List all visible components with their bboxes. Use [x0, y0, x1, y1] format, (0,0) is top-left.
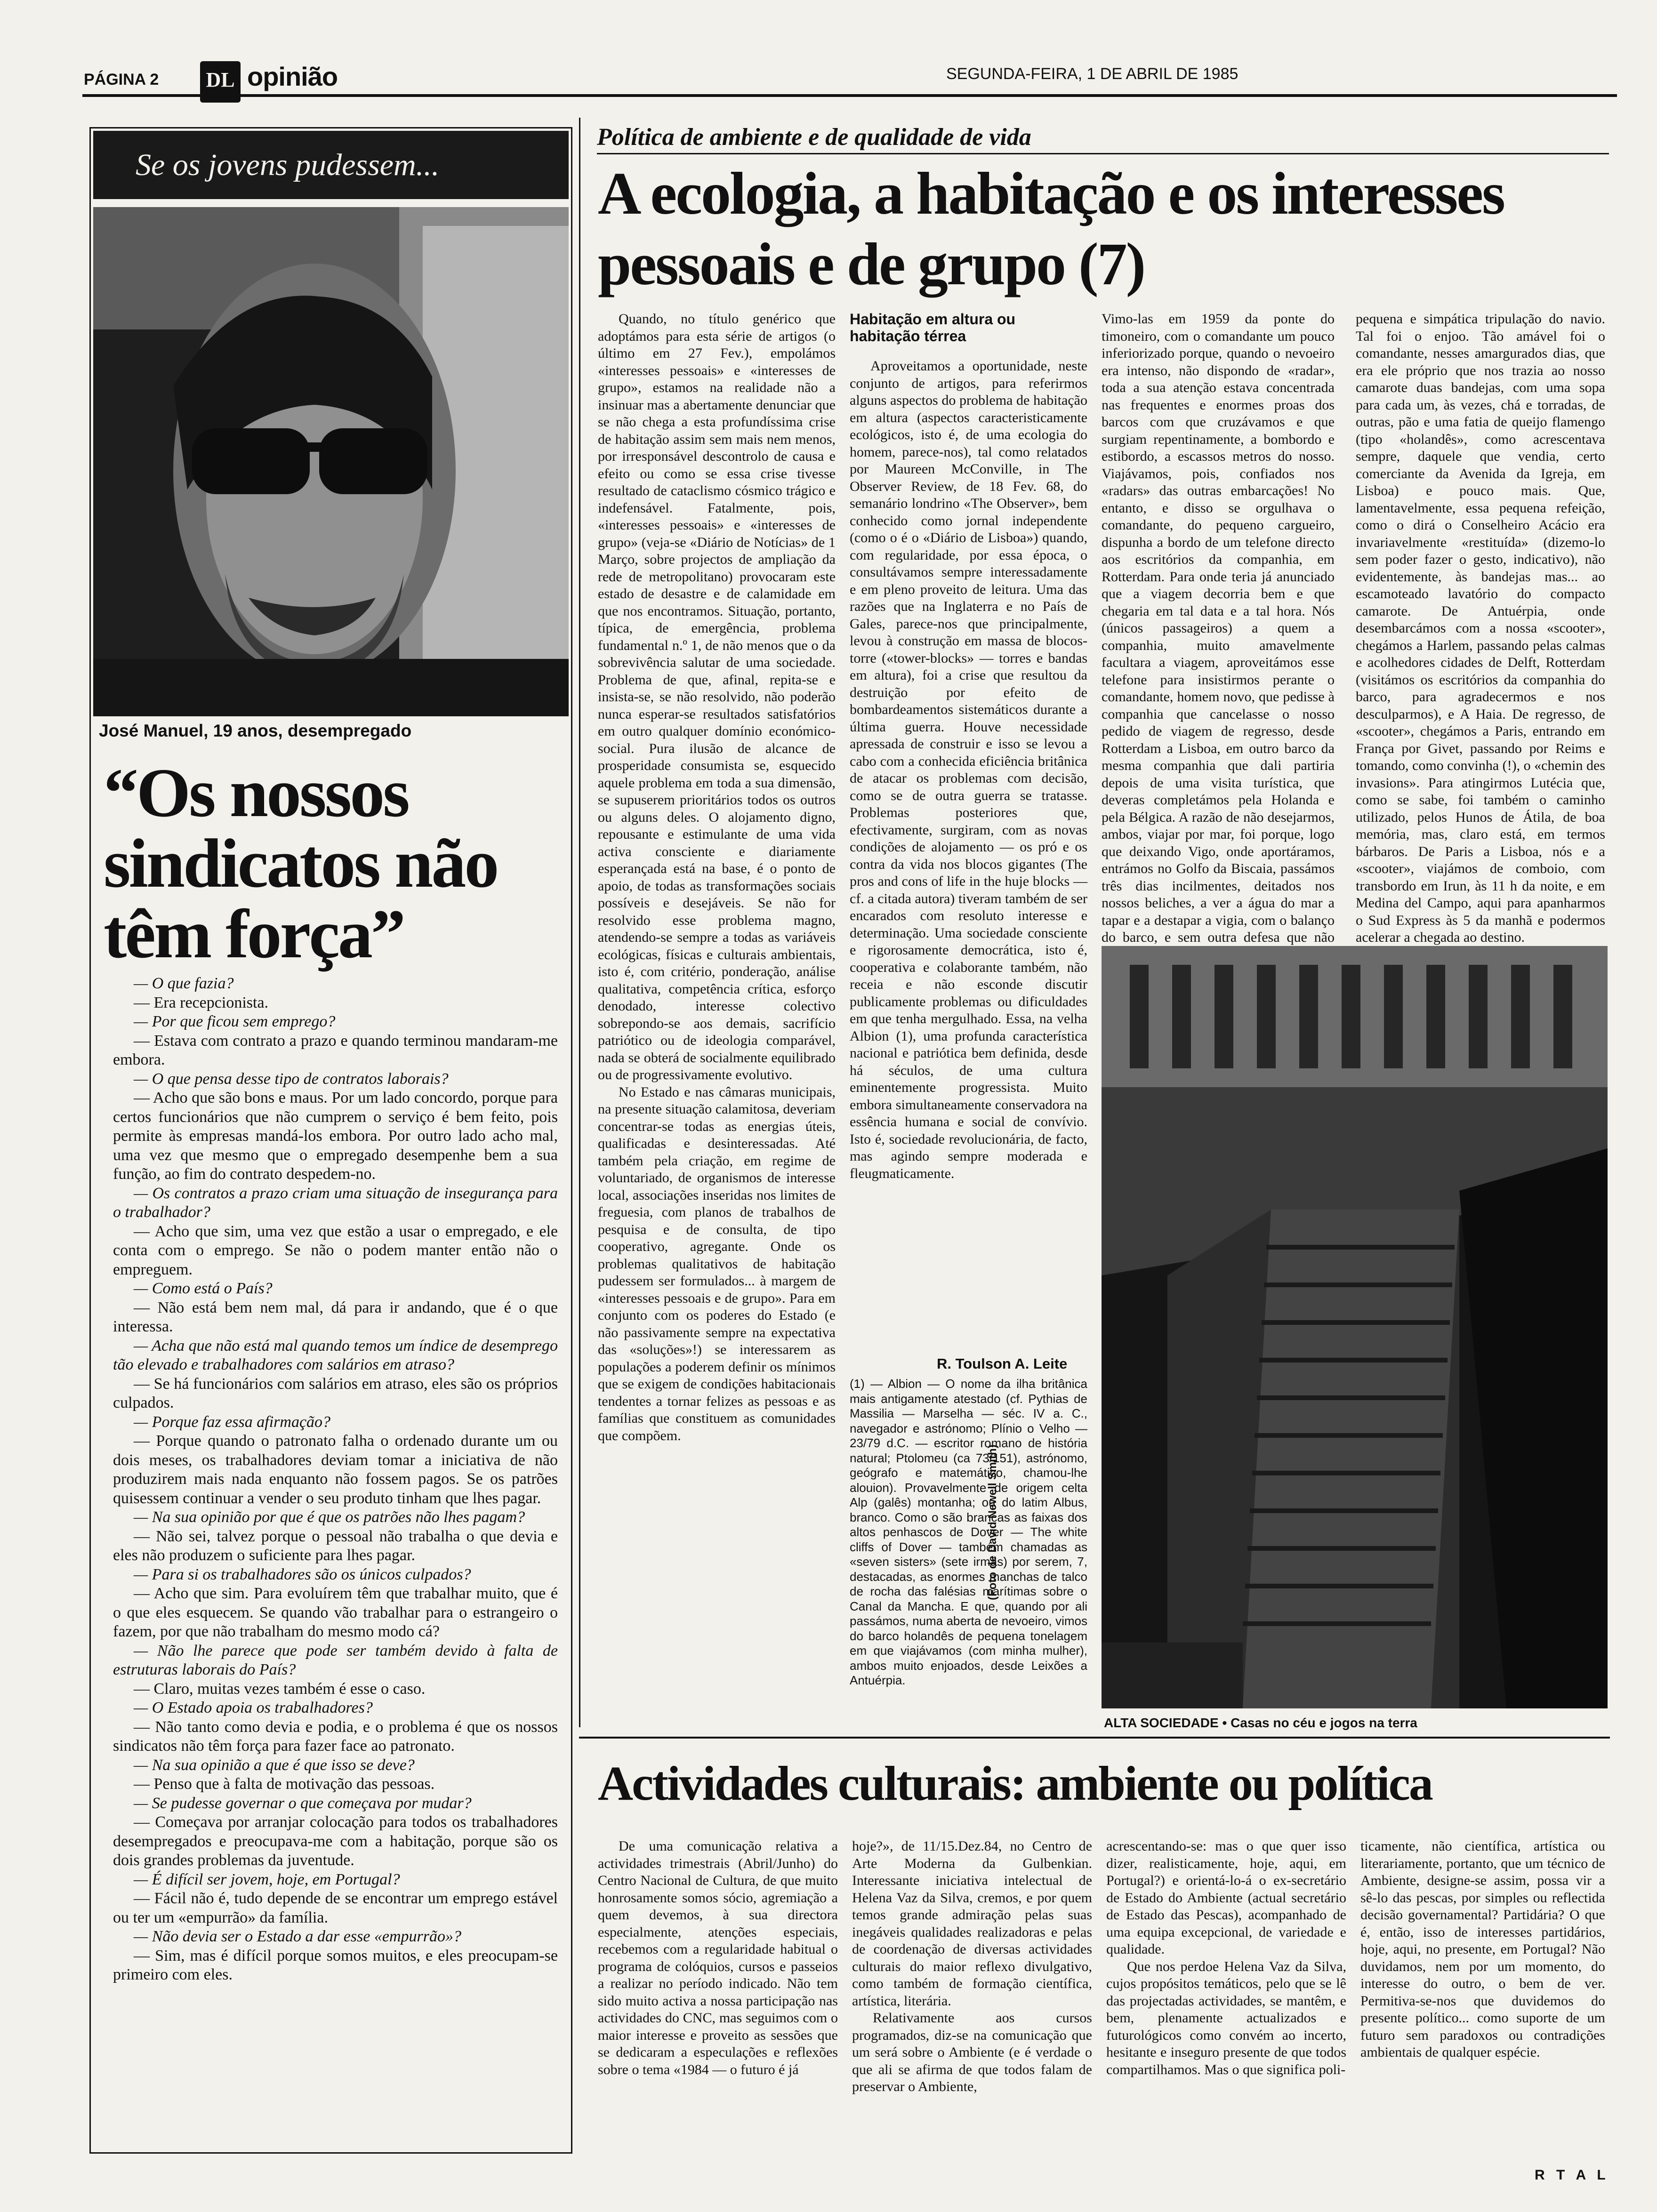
- interview-answer: — Acho que são bons e maus. Por um lado concordo, porque para certos funcionários que não cumprem o serviço é bem feito, pois permite às empresas mandá-los embora. Por outro lado acho mal, uma vez que mesmo que o empregado desempenhe bem a sua função, ao fim do contrato despedem-no.: [113, 1089, 558, 1183]
- header-rule: [82, 94, 1617, 97]
- kicker-rule: [597, 153, 1609, 154]
- interview-question: — É difícil ser jovem, hoje, em Portugal?: [134, 1870, 400, 1888]
- a2-col1-text: De uma comunicação relativa a actividades trimestrais (Abril/Junho) do Centro Nacional de Cultura, de que muito honrosamente somos sócio, agremiação a quem devemos, à sua directora especialmente, atenções especiais, recebemos com a regularidade habitual o programa de colóquios, cursos e passeios a realizar no período indicado. Não tem sido muito activa a nossa participação nas actividades do CNC, mas seguimos com o maior interesse e proveito as sessões que se dedicaram a especulações e reflexões sobre o tema «1984 — o futuro é já: [598, 1838, 838, 2077]
- logo-glyph: DL: [206, 68, 235, 91]
- interview-question: — Acha que não está mal quando temos um índice de desemprego tão elevado e trabalhadores com salários em atraso?: [113, 1337, 558, 1373]
- interview-answer: — Acho que sim, uma vez que estão a usar o empregado, e ele conta com o emprego. Se não o podem manter então não o empreguem.: [113, 1222, 558, 1278]
- column-subheading: Habitação em altura ou habitação térrea: [850, 311, 1016, 345]
- interview-question: — Por que ficou sem emprego?: [134, 1013, 336, 1030]
- paragraph: Aproveitamos a oportunidade, neste conjunto de artigos, para referirmos alguns aspectos do problema de habitação em altura (aspectos caracteristicamente ecológicos, isto é, de uma ecologia do homem, parece-nos), tal como relatados por Maureen McConville, in The Observer Review, de 18 Fev. 68, do semanário londrino «The Observer», bem conhecido como jornal independente (como o é o «Diário de Lisboa») quando, com regularidade, por essa época, o consultávamos sempre interessadamente e em pleno proveito de leitura. Uma das razões que na Inglaterra e no País de Gales, parece-nos que principalmente, levou à construção em massa de blocos-torre («tower-blocks» — torres e bandas em altura), foi a crise que resultou da destruição por efeito de bombardeamentos sistemáticos durante a última guerra. Houve necessidade apressada de construir e isso se levou a cabo com a conhecida eficiência britânica de atacar os problemas com decisão, como se de outra guerra se tratasse. Problemas posteriores que, efectivamente, surgiram, com as novas condições de alojamento — os pró e os contra da vida nos blocos gigantes (The pros and cons of life in the huje blocks — cf. a citada autora) tiveram também de ser encarados com resoluto interesse e determinação. Uma sociedade consciente e rigorosamente democrática, isto é, cooperativa e colaborante também, não receia e não esconde discutir publicamente problemas ou dificuldades em que tenha mergulhado. Essa, na velha Albion (1), uma profunda característica nacional e patriótica bem definida, desde há séculos, de uma cultura eminentemente progressista. Muito embora simultaneamente conservadora na essência humana e social de convívio. Isto é, sociedade revolucionária, de facto, mas agindo sempre moderada e fleugmaticamente.: [850, 358, 1087, 1181]
- interview-question: — Na sua opinião a que é que isso se deve?: [134, 1756, 415, 1774]
- paragraph: No Estado e nas câmaras municipais, na presente situação calamitosa, deveriam concentrar-se todas as energias úteis, qualificadas e desinteressadas. Até também pela criação, em regime de voluntariado, de organismos de interesse local, associações inseridas nos limites de freguesia, com planos de trabalhos de pesquisa e de consulta, de tipo cooperativo, agregante. Onde os problemas qualitativos de habitação pudessem ser formulados... à margem de «interesses pessoais e de grupo». Para em conjunto com os poderes do Estado (e não passivamente sempre na expectativa das «soluções»!) se interessarem as populações a poderem definir os mínimos que se exigem de condições habitacionais tendentes a tornar felizes as pessoas e as famílias que constituem as comunidades que compõem.: [598, 1084, 836, 1443]
- a2-col3b-text: Que nos perdoe Helena Vaz da Silva, cujos propósitos temáticos, pelo que se lê das projectadas actividades, se mantêm, e bem, plenamente actualizados e futurológicos como convém ao incerto, hesitante e inseguro presente de que todos compartilhamos. Mas o que significa poli-: [1106, 1958, 1346, 2077]
- footnote-text: (1) — Albion — O nome da ilha britânica mais antigamente atestado (cf. Pythias de Massilia — Marselha — séc. IV a. C., navegador e astrónomo; Plínio o Velho — 23/79 d.C. — escritor romano de história natural; Ptolomeu (ca 73/151), astrónomo, geógrafo e matemático, chamou-lhe alouion). Provavelmente de origem celta Alp (galês) montanha; ou do latim Albus, branco. Como o são brancas as faixas dos altos penhascos de Dover — The white cliffs of Dover — também chamadas as «seven sisters» (sete irmãs) por serem, 7, destacadas, as enormes manchas de talco de rocha das falésias marítimas sobre o Canal da Mancha. E que, quando por ali passámos, numa aberta de nevoeiro, vimos do barco holandês de pequena tonelagem em que viajávamos (com minha mulher), ambos muito enjoados, desde Leixões a Antuérpia.: [850, 1377, 1087, 1687]
- interview-question: — Para si os trabalhadores são os únicos culpados?: [134, 1565, 471, 1583]
- interview-question: — O Estado apoia os trabalhadores?: [134, 1699, 373, 1716]
- tower-photo-caption: ALTA SOCIEDADE • Casas no céu e jogos na terra: [1104, 1715, 1417, 1730]
- interview-answer: — Era recepcionista.: [134, 994, 269, 1011]
- interview-question: — Não devia ser o Estado a dar esse «empurrão»?: [134, 1928, 462, 1945]
- issue-date: SEGUNDA-FEIRA, 1 DE ABRIL DE 1985: [946, 65, 1239, 83]
- interview-question: — O que pensa desse tipo de contratos laborais?: [134, 1070, 449, 1088]
- article-kicker: Política de ambiente e de qualidade de vida: [597, 124, 1031, 151]
- interview-answer: — Sim, mas é difícil porque somos muitos, e eles preocupam-se primeiro com eles.: [113, 1947, 558, 1983]
- column-3-text: Vimo-las em 1959 da ponte do timoneiro, com o comandante um pouco inferiorizado porque, quando o nevoeiro era intenso, não dispondo de «radar», toda a sua atenção estava concentrada nas frequentes e enormes proas dos barcos com que cruzávamos e que surgiam repentinamente, a bombordo e estibordo, a escassos metros do nosso. Viajávamos, pois, confiados nos «radars» das outras embarcações! No entanto, e disso se orgulhava o comandante, do pequeno cargueiro, dispunha a bordo de um telefone directo aos escritórios da companhia, em Rotterdam. Para onde teria já anunciado que a viagem decorria bem e que chegaria em tal data e a tal hora. Nós (únicos passageiros) a quem a companhia, muito amavelmente facultara a viagem, aproveitámos esse telefone para insistirmos perante o comandante, homem novo, que pedisse à companhia que cancelasse o nosso pedido de viagem de regresso, desde Rotterdam a Lisboa, em outro barco da mesma companhia que dali partiria depois de uma visita turística, que deveras completámos pela Holanda e pela Bélgica. A razão de não desejarmos, ambos, viajar por mar, foi porque, logo que deixando Vigo, onde aportáramos, entrámos no Golfo da Biscaia, passámos três dias incilmentes, deitados nos nossos beliches, a ver a água do mar a tapar e a destapar a vigia, com o balanço do barco, e sem outra defesa que não: [1102, 311, 1335, 945]
- interview-banner: [93, 131, 569, 199]
- article2-column-2: [852, 1838, 1092, 2181]
- portrait-photo: [93, 207, 569, 716]
- section-title: opinião: [247, 62, 338, 91]
- interview-answer: — Penso que à falta de motivação das pessoas.: [134, 1775, 435, 1793]
- article1-column-2: [850, 358, 1087, 1351]
- article2-column-3: [1106, 1838, 1346, 2181]
- interview-question: — Porque faz essa afirmação?: [134, 1413, 331, 1431]
- column-4-text: pequena e simpática tripulação do navio. Tal foi o enjoo. Tão amável foi o comandante, nesses amargurados dias, que era ele próprio que nos trazia ao nosso camarote duas bandejas, com uma sopa para cada um, às vezes, chá e torradas, de outras, pão e uma fatia de queijo flamengo (tipo «holandês», como acrescentava sempre, daquele que vendia, certo comerciante da Avenida da Igreja, em Lisboa) e pouco mais. Que, lamentavelmente, essa pequena refeição, como o dirá o Conselheiro Acácio era invariavelmente «restituída» (dizemo-lo sem poder fazer o gesto, indicativo), não evidentemente, às bandejas mas... ao escamoteado lavatório do compacto camarote. De Antuérpia, onde desembarcámos com a nossa «scooter», chegámos a Harlem, passando pelas calmas e acolhedores cidades de Delft, Rotterdam (visitámos os escritórios da companhia do barco, para agradecermos e nos desculparmos), e A Haia. De regresso, de «scooter», chegámos a Paris, entrando em França por Givet, passando por Reims e tomando, como convinha (!), o «chemin des invasions». Para atingirmos Lutécia que, como se sabe, foi também o caminho utilizado, pelos Hunos de Átila, de boa memória, mas, claro está, em termos bárbaros. De Paris a Lisboa, nós e a «scooter», viajámos de comboio, com transbordo em Irun, às 11 h da noite, e em Medina del Campo, aqui para apanharmos o Sud Express às 5 da manhã e podermos acelerar a chegada ao destino.: [1356, 311, 1605, 945]
- interview-answer: — Começava por arranjar colocação para todos os trabalhadores desempregados e preocupava-me com a habitação, porque são os dois grandes problemas da juventude.: [113, 1813, 558, 1869]
- a2-col4-text: ticamente, não científica, artística ou literariamente, portanto, que um técnico de Ambiente, designe-se assim, possa vir a sê-lo das pescas, por simples ou reflectida decisão governamental? Partidária? O que é, então, isso de interesses partidários, hoje, aqui, no presente, em Portugal? Não duvidamos, nem por um momento, do interesse do outro, o bem de ver. Permitiva-se-nos que duvidemos do presente político... como suporte de um futuro sem paradoxos ou contradições ambientais de qualquer espécie.: [1360, 1838, 1605, 2060]
- article-title-line2: pessoais e de grupo (7): [598, 231, 1145, 297]
- page-number: PÁGINA 2: [84, 71, 159, 88]
- interview-answer: — Não tanto como devia e podia, e o problema é que os nossos sindicatos não têm força para fazer face ao patronato.: [113, 1718, 558, 1755]
- article2-column-4: [1360, 1838, 1605, 2163]
- article2-signature: R T A L: [1535, 2167, 1609, 2183]
- article2-column-1: [598, 1838, 838, 2181]
- interview-answer: — Não sei, talvez porque o pessoal não trabalha o que devia e eles não produzem o suficiente para lhes pagar.: [113, 1527, 558, 1564]
- interview-question: — O que fazia?: [134, 975, 234, 992]
- tower-blocks-image: [1102, 946, 1608, 1708]
- interview-answer: — Se há funcionários com salários em atraso, eles são os próprios culpados.: [113, 1375, 558, 1411]
- interview-question: — Não lhe parece que pode ser também devido à falta de estruturas laborais do País?: [113, 1642, 558, 1678]
- article1-column-3: [1102, 311, 1335, 945]
- interview-answer: — Estava com contrato a prazo e quando terminou mandaram-me embora.: [113, 1032, 558, 1068]
- tower-blocks-photo: [1102, 946, 1608, 1708]
- interview-question: — Como está o País?: [134, 1280, 273, 1297]
- interview-answer: — Claro, muitas vezes também é esse o caso.: [134, 1680, 426, 1698]
- photo-caption: José Manuel, 19 anos, desempregado: [99, 721, 412, 740]
- interview-answer: — Fácil não é, tudo depende de se encontrar um emprego estável ou ter um «empurrão» da família.: [113, 1890, 558, 1926]
- article2-title: Actividades culturais: ambiente ou política: [598, 1756, 1432, 1811]
- interview-answer: — Não está bem nem mal, dá para ir andando, que é o que interessa.: [113, 1298, 558, 1335]
- a2-col2-text: hoje?», de 11/15.Dez.84, no Centro de Arte Moderna da Gulbenkian. Interessante iniciativa intelectual de Helena Vaz da Silva, cremos, e por quem temos grande admiração pelas suas inegáveis qualidades realizadoras e pelas de coordenação de diversas actividades culturais do maior reflexo divulgativo, como também de formação científica, artística, literária.: [852, 1838, 1092, 2009]
- interview-question: — Na sua opinião por que é que os patrões não lhes pagam?: [134, 1508, 525, 1526]
- portrait-image: [93, 207, 569, 716]
- article1-column-4: [1356, 311, 1605, 945]
- interview-question: — Os contratos a prazo criam uma situação de insegurança para o trabalhador?: [113, 1184, 558, 1221]
- footnote: [850, 1377, 1087, 1723]
- interview-dialogue: [113, 974, 558, 2123]
- a2-col3-text: acrescentando-se: mas o que quer isso dizer, realisticamente, hoje, aqui, em Portugal?) e orientá-lo-á o ex-secretário de Estado do Ambiente (actual secretário de Estado das Pescas), acompanhado de uma equipa excepcional, de variedade e qualidade.: [1106, 1838, 1346, 1957]
- interview-answer: — Acho que sim. Para evoluírem têm que trabalhar muito, que é o que eles esquecem. Se quando vão trabalhar para o estrangeiro o fazem, por que não trabalham do mesmo modo cá?: [113, 1585, 558, 1640]
- paragraph: Quando, no título genérico que adoptámos para esta série de artigos (o último em 27 Fev.), empolámos «interesses pessoais» e «interesses de grupo», estamos na realidade não a insinuar mas a abertamente denunciar que se não chega a esta profundíssima crise de habitação assim sem mais nem menos, por irresponsável descontrolo de causa e efeito ou como se essa crise tivesse resultado de cataclismo cósmico trágico e indefensável. Fatalmente, pois, «interesses pessoais» e «interesses de grupo» (veja-se «Diário de Notícias» de 1 Março, sobre projectos de ampliação da rede de metropolitano) provocaram este estado de desastre e de calamidade em que nos encontramos. Situação, portanto, típica, de emergência, problema fundamental n.º 1, de não menos que o da sobrevivência salutar de uma sociedade. Problema de que, afinal, repita-se e insista-se, se não resolvido, não poderão nunca esperar-se resultados satisfatórios em outro qualquer domínio económico-social. Pura ilusão de alcance de prosperidade consumista se, esquecido aquele problema em toda a sua dimensão, se supuserem prioritários todos os outros ou alguns deles. O alojamento digno, repousante e estimulante de uma vida activa consciente e diariamente esperançada está na base, é o ponto de apoio, de todas as transformações sociais possíveis e desejáveis. Se não for resolvido esse problema magno, atendendo-se sempre a todas as variáveis ecológicas, físicas e culturais ambientais, isto é, com critério, ponderação, análise qualitativa, competência crítica, esforço denodado, interesse colectivo sobrepondo-se aos demais, sacrifício patriótico ou de ideologia comparável, nada se obterá de socialmente equilibrado ou de progressivamente evolutivo.: [598, 311, 836, 1082]
- article2-top-rule: [579, 1737, 1610, 1739]
- interview-question: — Se pudesse governar o que começava por mudar?: [134, 1794, 472, 1812]
- photo-credit: (Foto de David Newell Smith): [986, 1444, 999, 1600]
- article-title-line1: A ecologia, a habitação e os interesses: [598, 160, 1504, 227]
- column-divider: [579, 118, 580, 1727]
- interview-answer: — Porque quando o patronato falha o ordenado durante um ou dois meses, os trabalhadores deviam tomar a iniciativa de não produzirem mais nada enquanto não fossem pagos. Se os patrões quisessem continuar a vender o seu produto tinham que lhes pagar.: [113, 1432, 558, 1507]
- article1-column-1: [598, 311, 836, 1723]
- banner-text: Se os jovens pudessem...: [136, 148, 440, 182]
- article1-signature: R. Toulson A. Leite: [937, 1355, 1068, 1372]
- a2-col2b-text: Relativamente aos cursos programados, diz-se na comunicação que um será sobre o Ambiente (e é verdade o que ali se afirma de que todos falam de preservar o Ambiente,: [852, 2010, 1092, 2094]
- interview-headline: “Os nossos sindicatos não têm força”: [104, 754, 498, 973]
